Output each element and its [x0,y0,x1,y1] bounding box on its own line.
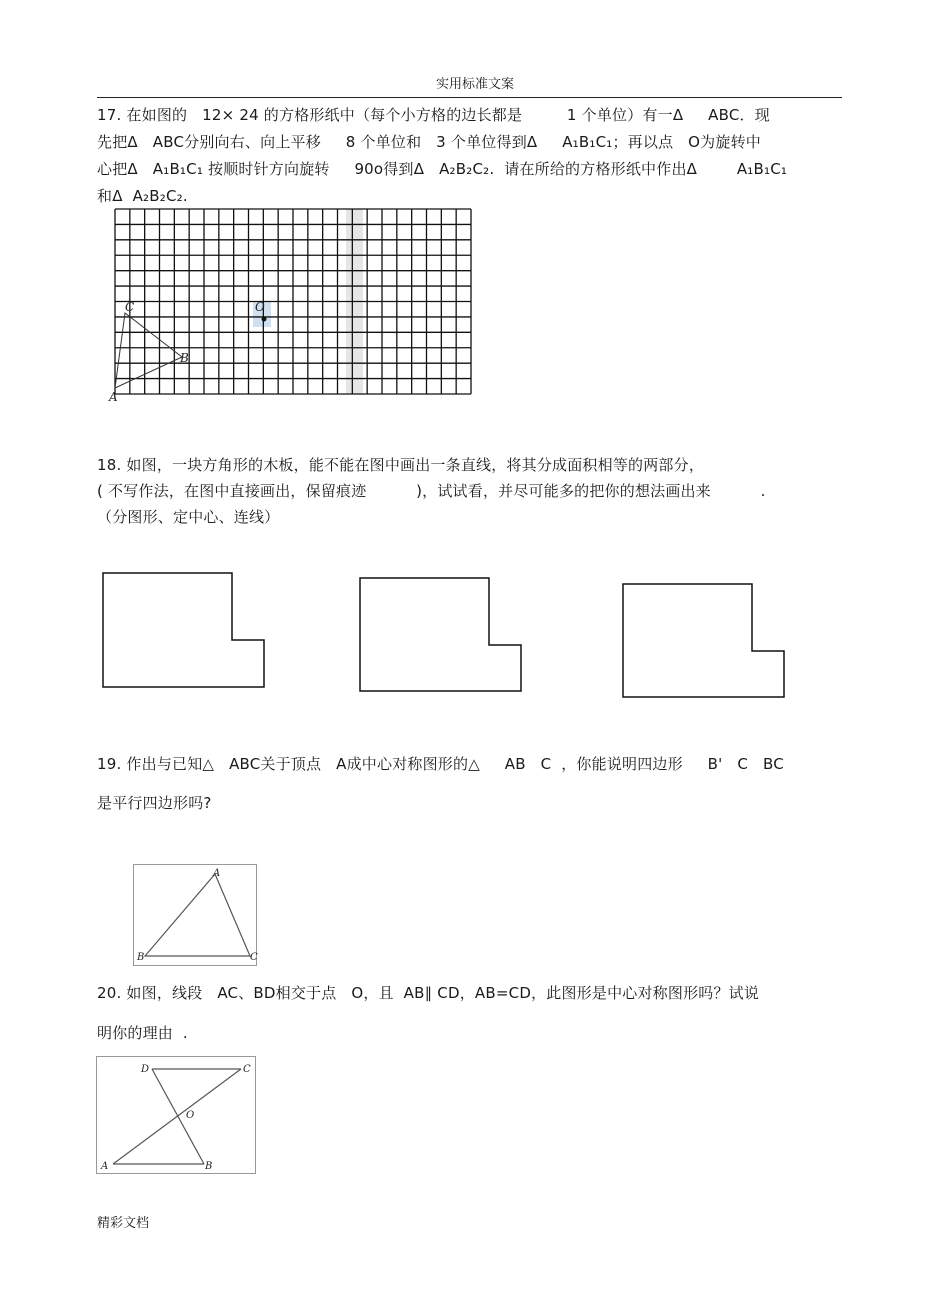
l-shape-board-1 [102,572,267,690]
triangle-abc [115,313,182,388]
q20-label-d: D [141,1064,150,1075]
q19-line-2: 是平行四边形吗? [97,794,212,812]
q19-line-1: 19. 作出与已知△ ABC关于顶点 A成中心对称图形的△ AB C ，你能说明四边形 B' C BC [97,755,784,773]
l-shape-board-2 [359,577,524,695]
q19-label-b: B [137,952,145,963]
label-b: B [180,351,189,365]
q19-label-a: A [213,868,221,879]
q20-label-a: A [101,1161,109,1172]
q20-label-c: C [243,1064,251,1075]
q17-line-4: 和Δ A₂B₂C₂. [97,187,188,205]
q17-line-1: 17. 在如图的 12× 24 的方格形纸中（每个小方格的边长都是 1 个单位）有一Δ ABC．现 [97,106,770,124]
grid-lines [115,209,471,394]
q17-line-2: 先把Δ ABC分别向右、向上平移 8 个单位和 3 个单位得到Δ A₁B₁C₁；再以点 O为旋转中 [97,133,761,151]
header-rule [97,97,842,98]
q20-segments-figure [96,1056,256,1174]
q20-label-o: O [186,1110,195,1121]
page-footer: 精彩文档 [97,1216,150,1231]
q17-line-3: 心把Δ A₁B₁C₁ 按顺时针方向旋转 90o得到Δ A₂B₂C₂. 请在所给的方格形纸中作出Δ A₁B₁C₁ [97,160,788,178]
q20-line-2: 明你的理由 . [97,1024,188,1042]
q20-line-1: 20. 如图，线段 AC、BD相交于点 O，且 AB∥ CD，AB=CD，此图形是中心对称图形吗？试说 [97,984,760,1002]
q18-line-1: 18. 如图，一块方角形的木板，能不能在图中画出一条直线，将其分成面积相等的两部分， [97,456,705,474]
q19-label-c: C [250,952,258,963]
label-a: A [109,390,118,404]
q19-triangle-figure [133,864,257,966]
q17-grid-figure [105,205,480,405]
l-shape-board-3 [622,583,787,701]
label-c: C [125,300,135,314]
q18-line-2: ( 不写作法，在图中直接画出，保留痕迹 )，试试看，并尽可能多的把你的想法画出来 . [97,482,766,500]
label-o: O [255,300,265,314]
page-header: 实用标准文案 [435,77,514,92]
point-o [262,317,267,322]
q20-label-b: B [205,1161,213,1172]
q18-line-3: （分图形、定中心、连线） [97,508,280,526]
